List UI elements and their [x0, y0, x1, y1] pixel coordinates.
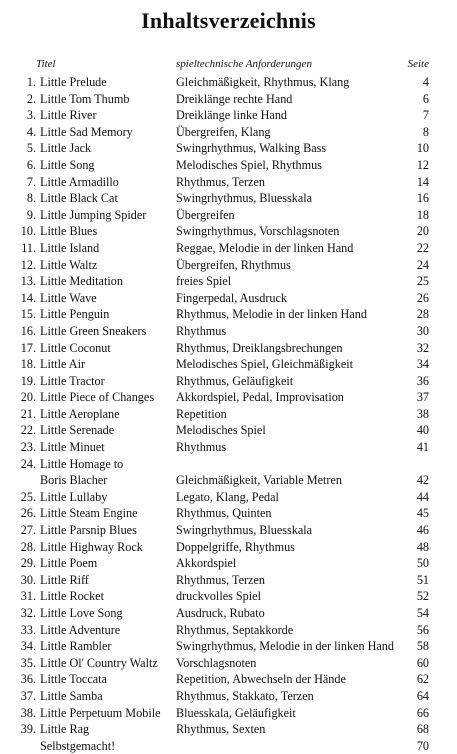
entry-number: 31. [20, 589, 36, 604]
entry-page: 51 [416, 572, 429, 587]
entry-page: 32 [416, 340, 429, 355]
entry-title: Little Toccata [40, 672, 107, 687]
entry-page: 34 [416, 357, 429, 372]
entry-title: Little Minuet [40, 440, 105, 455]
column-header-page: Seite [407, 58, 429, 70]
entry-number: 11. [21, 240, 36, 255]
entry-requirements: Übergreifen, Klang [176, 124, 271, 139]
entry-number: 39. [20, 722, 36, 737]
list-item [0, 522, 457, 539]
entry-requirements: Gleichmäßigkeit, Rhythmus, Klang [176, 75, 350, 89]
list-item [0, 323, 457, 340]
entry-title: Little Waltz [40, 257, 98, 272]
entry-requirements: Rhythmus, Sexten [176, 722, 266, 737]
list-item [0, 273, 457, 290]
entry-title: Little Lullaby [40, 489, 108, 504]
entry-requirements: Doppelgriffe, Rhythmus [176, 539, 295, 554]
entry-number: 19. [20, 373, 36, 388]
entry-page: 62 [416, 672, 429, 687]
entry-page: 24 [416, 257, 429, 272]
entry-title: Little Wave [40, 290, 97, 305]
entry-page: 10 [416, 141, 429, 156]
entry-requirements: Vorschlagsnoten [176, 655, 257, 670]
entry-title: Little Penguin [40, 307, 110, 322]
entry-requirements: Swingrhythmus, Walking Bass [176, 141, 327, 156]
entry-page: 7 [422, 108, 429, 123]
entry-requirements: Rhythmus, Septakkorde [176, 622, 294, 637]
entry-requirements: Dreiklänge linke Hand [176, 108, 288, 123]
entry-requirements: Reggae, Melodie in der linken Hand [176, 240, 354, 255]
entry-page: 70 [416, 738, 429, 753]
entry-page: 37 [416, 390, 429, 405]
entry-requirements: Swingrhythmus, Bluesskala [176, 523, 313, 538]
entry-page: 18 [416, 207, 429, 222]
list-item [0, 572, 457, 589]
entry-number: 21. [20, 406, 36, 421]
entry-requirements: Swingrhythmus, Vorschlagsnoten [176, 224, 340, 239]
entry-list [0, 74, 457, 754]
entry-title: Little Sad Memory [40, 124, 133, 139]
entry-title: Little Armadillo [40, 174, 119, 189]
entry-title: Little Black Cat [40, 191, 118, 206]
entry-title: Little Rocket [40, 589, 104, 604]
entry-number: 15. [20, 307, 36, 322]
entry-requirements: Swingrhythmus, Melodie in der linken Hand [176, 639, 394, 654]
entry-number: 22. [20, 423, 36, 438]
entry-requirements: Rhythmus [176, 323, 227, 338]
entry-number: 1. [26, 75, 36, 89]
list-item [0, 721, 457, 738]
entry-requirements: Rhythmus, Geläufigkeit [176, 373, 294, 388]
entry-title: Little Parsnip Blues [40, 523, 137, 538]
entry-page: 42 [416, 473, 429, 488]
entry-title: Little Serenade [40, 423, 115, 438]
entry-number: 23. [20, 440, 36, 455]
entry-number: 14. [20, 290, 36, 305]
entry-requirements: druckvolles Spiel [176, 589, 261, 604]
entry-page: 16 [416, 191, 429, 206]
list-item [0, 738, 457, 754]
list-item [0, 257, 457, 274]
list-item [0, 91, 457, 108]
list-item [0, 456, 457, 473]
page-title: Inhaltsverzeichnis [141, 8, 316, 33]
list-item [0, 74, 457, 91]
entry-page: 36 [416, 373, 429, 388]
list-item [0, 422, 457, 439]
entry-page: 64 [416, 688, 429, 703]
entry-title: Little Tom Thumb [40, 91, 130, 106]
entry-requirements: Übergreifen [176, 207, 235, 222]
entry-requirements: Akkordspiel [176, 556, 237, 571]
entry-title: Little Piece of Changes [40, 390, 155, 405]
entry-page: 40 [416, 423, 429, 438]
list-item [0, 671, 457, 688]
list-item [0, 174, 457, 191]
entry-requirements: Swingrhythmus, Bluesskala [176, 191, 313, 206]
entry-title: Little Aeroplane [40, 406, 120, 421]
list-item [0, 306, 457, 323]
entry-number: 34. [20, 639, 36, 654]
list-item [0, 157, 457, 174]
entry-number: 5. [26, 141, 36, 156]
entry-requirements: Melodisches Spiel [176, 423, 266, 438]
list-item [0, 489, 457, 506]
list-item [0, 555, 457, 572]
entry-title: Little River [40, 108, 97, 123]
entry-number: 28. [20, 539, 36, 554]
list-item [0, 190, 457, 207]
entry-requirements: Fingerpedal, Ausdruck [176, 290, 288, 305]
entry-number: 37. [20, 688, 36, 703]
entry-requirements: Repetition, Abwechseln der Hände [176, 672, 346, 687]
list-item [0, 290, 457, 307]
entry-title: Little Jack [40, 141, 92, 156]
list-item [0, 472, 457, 489]
entry-page: 48 [416, 539, 429, 554]
entry-title: Boris Blacher [40, 473, 108, 488]
entry-requirements: Rhythmus, Stakkato, Terzen [176, 688, 314, 703]
entry-number: 7. [26, 174, 36, 189]
entry-requirements: Repetition [176, 406, 227, 421]
entry-number: 17. [20, 340, 36, 355]
entry-page: 8 [422, 124, 429, 139]
entry-title: Little Rag [40, 722, 90, 737]
list-item [0, 688, 457, 705]
entry-number: 8. [26, 191, 36, 206]
entry-title: Little Perpetuum Mobile [40, 705, 161, 720]
entry-title: Little Jumping Spider [40, 207, 147, 222]
entry-number: 30. [20, 572, 36, 587]
entry-requirements: Rhythmus, Terzen [176, 174, 265, 189]
entry-requirements: Dreiklänge rechte Hand [176, 91, 293, 106]
entry-title: Little Island [40, 240, 100, 255]
entry-title: Little Adventure [40, 622, 121, 637]
list-item [0, 140, 457, 157]
entry-title: Little Homage to [40, 456, 124, 471]
entry-number: 25. [20, 489, 36, 504]
entry-title: Little Blues [40, 224, 98, 239]
entry-title: Little Green Sneakers [40, 323, 147, 338]
entry-number: 32. [20, 606, 36, 620]
list-item [0, 605, 457, 622]
entry-title: Little Highway Rock [40, 539, 143, 554]
entry-number: 18. [20, 357, 36, 372]
entry-page: 6 [422, 91, 429, 106]
entry-page: 44 [416, 489, 429, 504]
list-item [0, 356, 457, 373]
list-item [0, 107, 457, 124]
entry-page: 52 [416, 589, 429, 604]
entry-requirements: Legato, Klang, Pedal [176, 489, 279, 504]
entry-number: 12. [20, 257, 36, 272]
entry-number: 29. [20, 556, 36, 571]
entry-title: Selbstgemacht! [40, 738, 116, 753]
entry-requirements: freies Spiel [176, 274, 232, 289]
entry-page: 25 [416, 274, 429, 289]
entry-number: 16. [20, 323, 36, 338]
entry-page: 30 [416, 323, 429, 338]
entry-requirements: Rhythmus, Terzen [176, 572, 265, 587]
list-item [0, 588, 457, 605]
entry-requirements: Gleichmäßigkeit, Variable Metren [176, 473, 342, 488]
list-item [0, 389, 457, 406]
entry-title: Little Tractor [40, 373, 105, 388]
list-item [0, 373, 457, 390]
entry-requirements: Rhythmus, Quinten [176, 506, 272, 521]
list-item [0, 505, 457, 522]
list-item [0, 539, 457, 556]
entry-requirements: Akkordspiel, Pedal, Improvisation [176, 390, 344, 405]
entry-requirements: Rhythmus, Melodie in der linken Hand [176, 307, 367, 322]
entry-number: 6. [26, 157, 36, 172]
list-item [0, 406, 457, 423]
entry-number: 20. [20, 390, 36, 405]
entry-title: Little Poem [40, 556, 98, 571]
list-item [0, 240, 457, 257]
entry-page: 20 [416, 224, 429, 239]
entry-page: 45 [416, 506, 429, 521]
entry-page: 54 [416, 606, 429, 620]
entry-number: 10. [20, 224, 36, 239]
entry-page: 12 [416, 157, 429, 172]
entry-page: 50 [416, 556, 429, 571]
entry-page: 38 [416, 406, 429, 421]
list-item [0, 124, 457, 141]
entry-number: 13. [20, 274, 36, 289]
entry-number: 24. [20, 456, 36, 471]
list-item [0, 655, 457, 672]
entry-page: 56 [416, 622, 429, 637]
entry-page: 60 [416, 655, 429, 670]
column-header-title: Titel [36, 58, 56, 70]
entry-requirements: Rhythmus [176, 440, 227, 455]
entry-page: 28 [416, 307, 429, 322]
entry-number: 26. [20, 506, 36, 521]
entry-page: 41 [416, 440, 429, 455]
entry-number: 33. [20, 622, 36, 637]
entry-number: 4. [26, 124, 36, 139]
list-item [0, 705, 457, 722]
entry-title: Little Song [40, 157, 95, 172]
entry-requirements: Rhythmus, Dreiklangsbrechungen [176, 340, 343, 355]
list-item [0, 223, 457, 240]
entry-requirements: Bluesskala, Geläufigkeit [176, 705, 296, 720]
entry-number: 2. [26, 91, 36, 106]
entry-requirements: Melodisches Spiel, Rhythmus [176, 157, 322, 172]
entry-title: Little Coconut [40, 340, 111, 355]
entry-requirements: Melodisches Spiel, Gleichmäßigkeit [176, 357, 354, 372]
entry-page: 66 [416, 705, 429, 720]
entry-title: Little Meditation [40, 274, 123, 289]
entry-number: 35. [20, 655, 36, 670]
list-item [0, 207, 457, 224]
entry-title: Little Ol' Country Waltz [40, 655, 158, 670]
list-item [0, 439, 457, 456]
list-item [0, 622, 457, 639]
entry-requirements: Ausdruck, Rubato [176, 606, 265, 620]
entry-title: Little Steam Engine [40, 506, 138, 521]
entry-page: 46 [416, 523, 429, 538]
entry-title: Little Love Song [40, 606, 123, 620]
entry-number: 3. [26, 108, 36, 123]
entry-title: Little Prelude [40, 75, 107, 89]
entry-title: Little Rambler [40, 639, 112, 654]
entry-number: 9. [26, 207, 36, 222]
entry-title: Little Air [40, 357, 86, 372]
entry-page: 22 [416, 240, 429, 255]
list-item [0, 638, 457, 655]
entry-page: 14 [416, 174, 429, 189]
entry-page: 26 [416, 290, 429, 305]
entry-page: 4 [422, 75, 429, 89]
entry-number: 27. [20, 523, 36, 538]
column-header-requirements: spieltechnische Anforderungen [176, 58, 312, 70]
entry-page: 58 [416, 639, 429, 654]
entry-title: Little Riff [40, 572, 89, 587]
entry-requirements: Übergreifen, Rhythmus [176, 257, 291, 272]
entry-number: 36. [20, 672, 36, 687]
entry-number: 38. [20, 705, 36, 720]
list-item [0, 340, 457, 357]
entry-title: Little Samba [40, 688, 103, 703]
entry-page: 68 [416, 722, 429, 737]
